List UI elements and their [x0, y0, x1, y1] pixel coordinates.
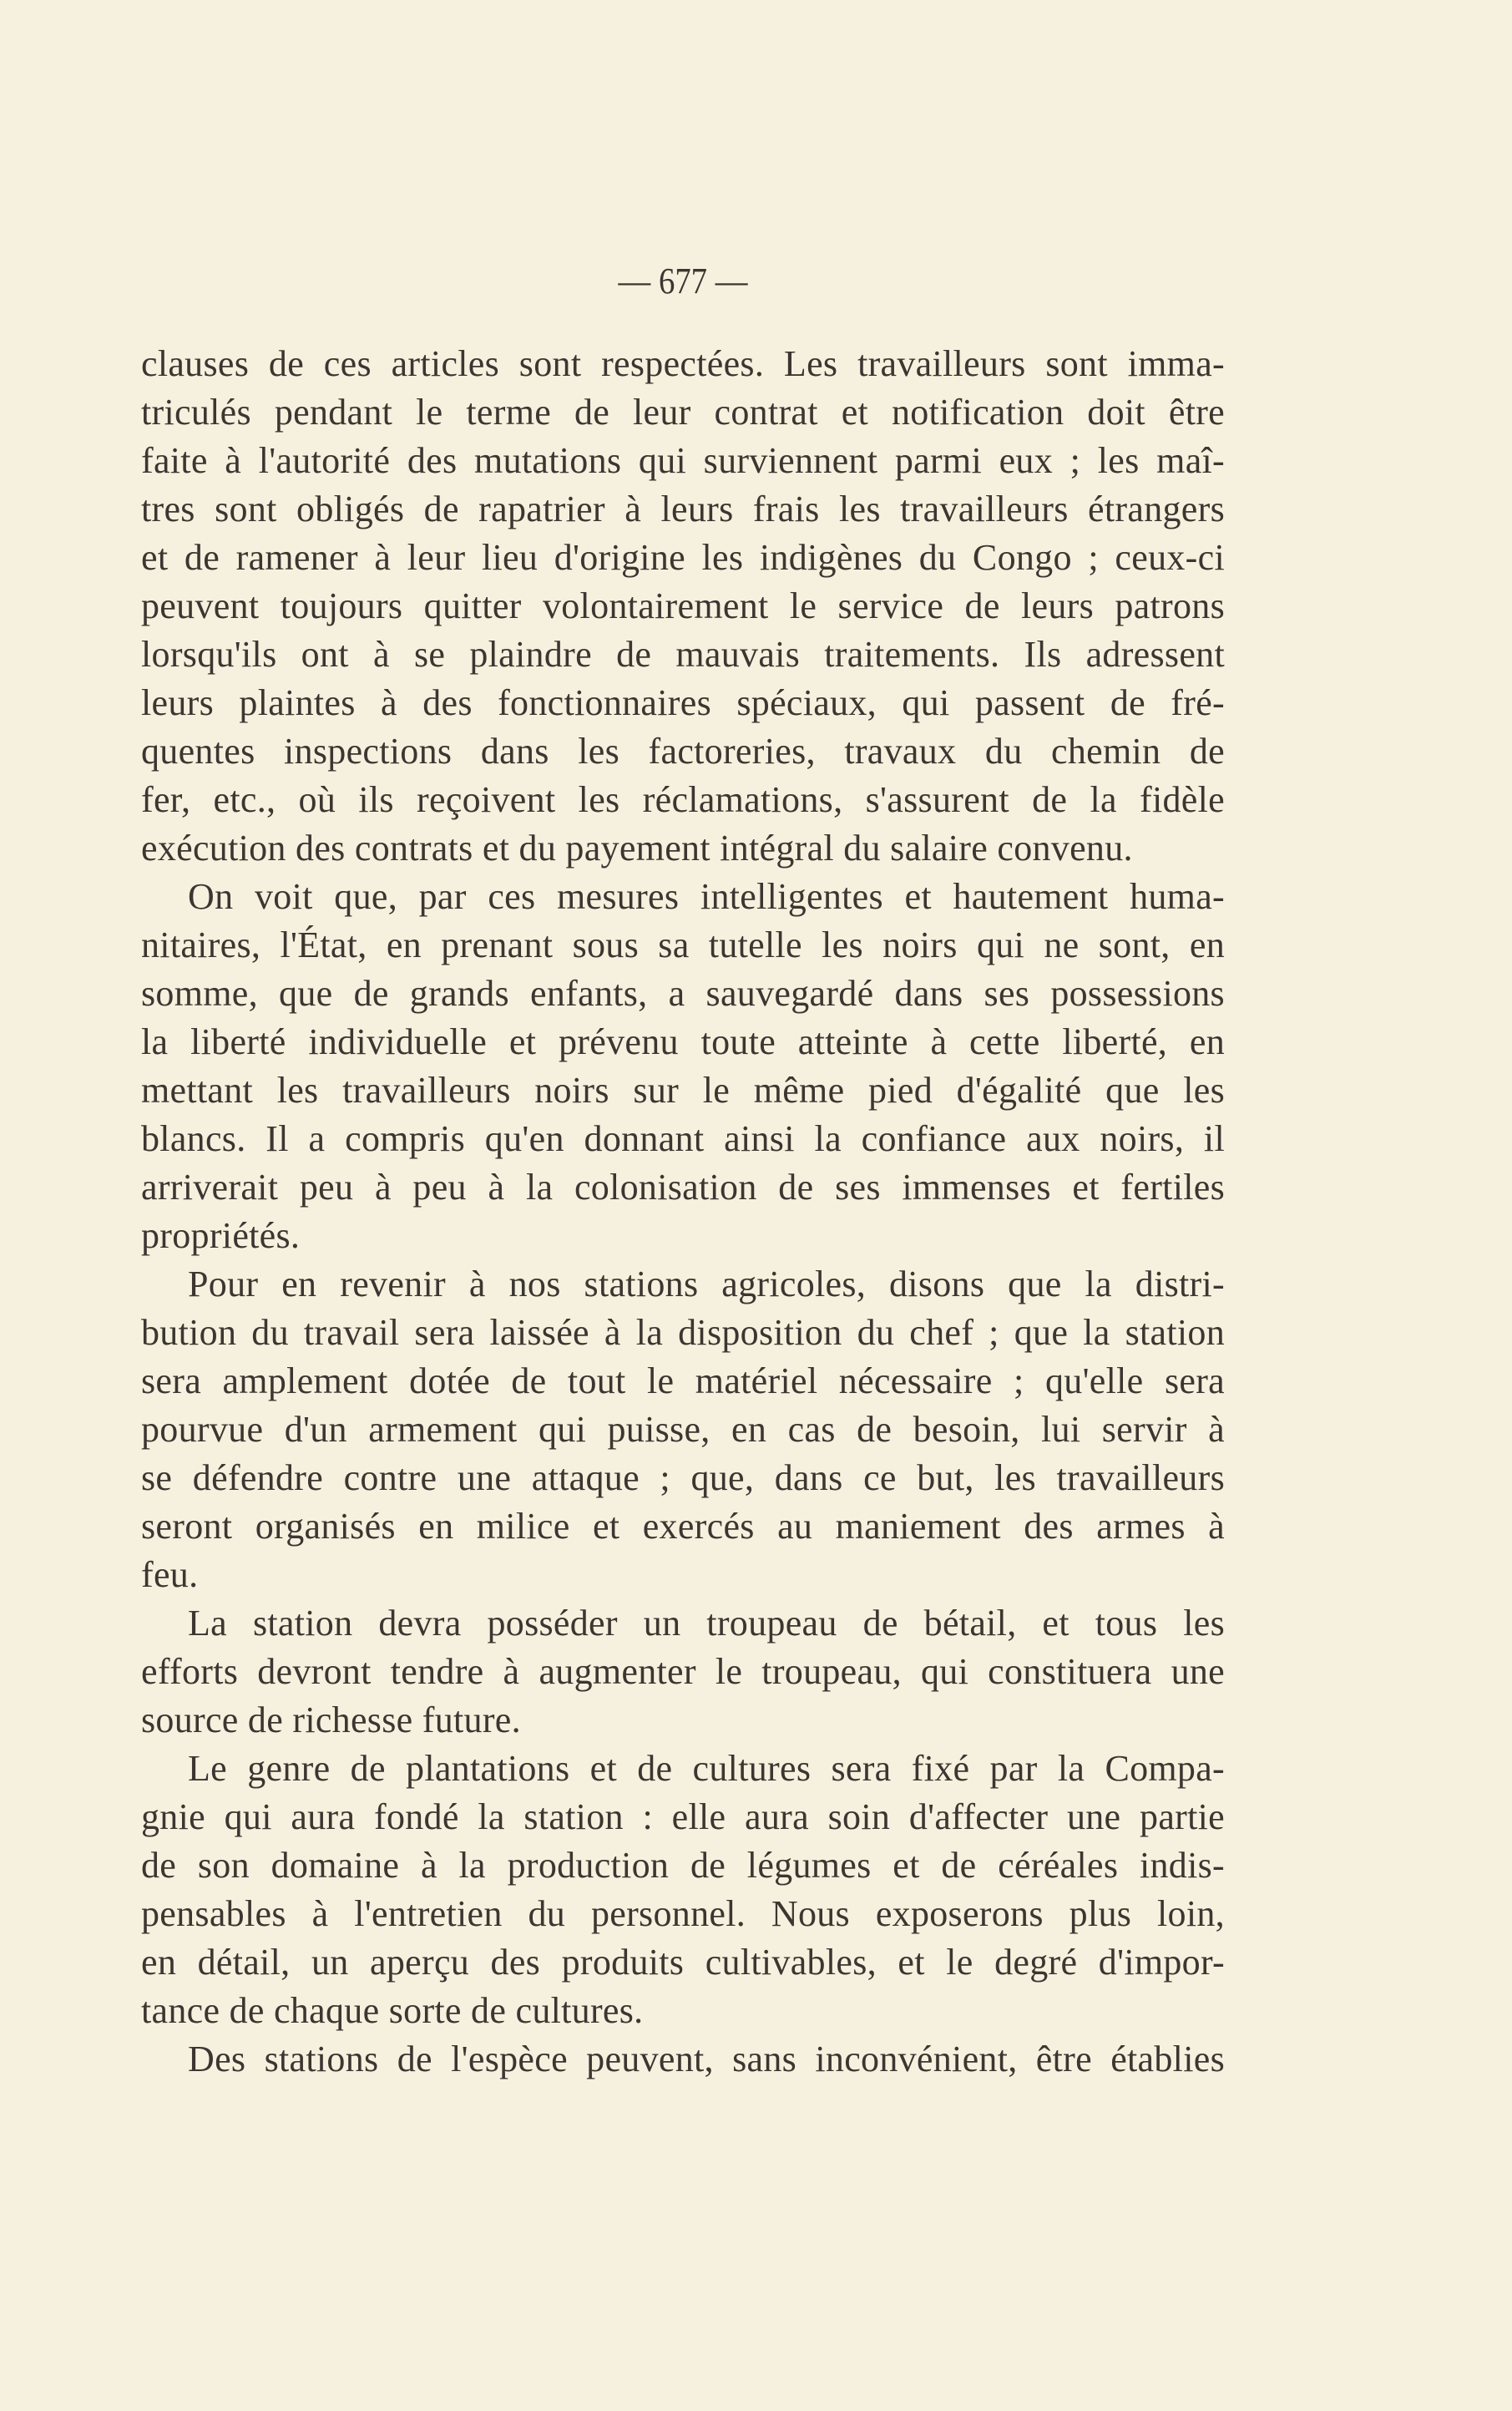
text-line: peuvent toujours quitter volontairement le service de leurs patrons [141, 585, 1225, 626]
paragraph [141, 873, 1225, 1260]
text-line: exécution des contrats et du payement intégral du salaire convenu. [141, 828, 1133, 869]
text-line: sera amplement dotée de tout le matériel nécessaire ; qu'elle sera [141, 1360, 1225, 1401]
text-line: somme, que de grands enfants, a sauvegardé dans ses possessions [141, 973, 1225, 1014]
text-line: fer, etc., où ils reçoivent les réclamations, s'assurent de la fidèle [141, 779, 1225, 820]
text-line: blancs. Il a compris qu'en donnant ainsi la confiance aux noirs, il [141, 1118, 1225, 1159]
body-text [141, 340, 1225, 2084]
text-line: gnie qui aura fondé la station : elle aura soin d'affecter une partie [141, 1796, 1225, 1837]
text-line: Le genre de plantations et de cultures sera fixé par la Compa- [188, 1748, 1225, 1789]
text-line: Pour en revenir à nos stations agricoles, disons que la distri- [188, 1264, 1225, 1304]
text-line: se défendre contre une attaque ; que, dans ce but, les travailleurs [141, 1457, 1225, 1498]
text-line: seront organisés en milice et exercés au maniement des armes à [141, 1506, 1225, 1547]
text-line: Des stations de l'espèce peuvent, sans inconvénient, être établies [188, 2039, 1225, 2079]
page-number: — 677 — [618, 261, 748, 301]
text-line: en détail, un aperçu des produits cultivables, et le degré d'impor- [141, 1942, 1225, 1983]
text-line: triculés pendant le terme de leur contrat et notification doit être [141, 392, 1225, 433]
text-line: clauses de ces articles sont respectées. Les travailleurs sont imma- [141, 343, 1225, 384]
text-line: arriverait peu à peu à la colonisation de ses immenses et fertiles [141, 1167, 1225, 1208]
text-line: propriétés. [141, 1215, 301, 1256]
text-line: pourvue d'un armement qui puisse, en cas de besoin, lui servir à [141, 1409, 1225, 1450]
text-line: La station devra posséder un troupeau de bétail, et tous les [188, 1603, 1225, 1644]
text-line: source de richesse future. [141, 1699, 521, 1740]
paragraph [141, 2035, 1225, 2084]
paragraph [141, 1745, 1225, 2035]
text-line: On voit que, par ces mesures intelligentes et hautement huma- [188, 876, 1225, 917]
text-line: leurs plaintes à des fonctionnaires spéciaux, qui passent de fré- [141, 682, 1225, 723]
text-line: et de ramener à leur lieu d'origine les indigènes du Congo ; ceux-ci [141, 537, 1225, 578]
text-line: lorsqu'ils ont à se plaindre de mauvais traitements. Ils adressent [141, 634, 1225, 675]
text-line: pensables à l'entretien du personnel. Nous exposerons plus loin, [141, 1893, 1225, 1934]
text-line: bution du travail sera laissée à la disposition du chef ; que la station [141, 1312, 1225, 1353]
text-line: feu. [141, 1554, 199, 1595]
text-line: faite à l'autorité des mutations qui surviennent parmi eux ; les maî- [141, 440, 1225, 481]
text-line: de son domaine à la production de légumes et de céréales indis- [141, 1845, 1225, 1886]
text-line: mettant les travailleurs noirs sur le même pied d'égalité que les [141, 1070, 1225, 1111]
text-line: tres sont obligés de rapatrier à leurs frais les travailleurs étrangers [141, 489, 1225, 529]
paragraph [141, 340, 1225, 873]
text-line: nitaires, l'État, en prenant sous sa tutelle les noirs qui ne sont, en [141, 924, 1225, 965]
paragraph [141, 1260, 1225, 1599]
text-line: efforts devront tendre à augmenter le troupeau, qui constituera une [141, 1651, 1225, 1692]
paragraph [141, 1599, 1225, 1745]
text-line: la liberté individuelle et prévenu toute atteinte à cette liberté, en [141, 1021, 1225, 1062]
text-line: tance de chaque sorte de cultures. [141, 1990, 644, 2031]
text-line: quentes inspections dans les factoreries, travaux du chemin de [141, 731, 1225, 772]
